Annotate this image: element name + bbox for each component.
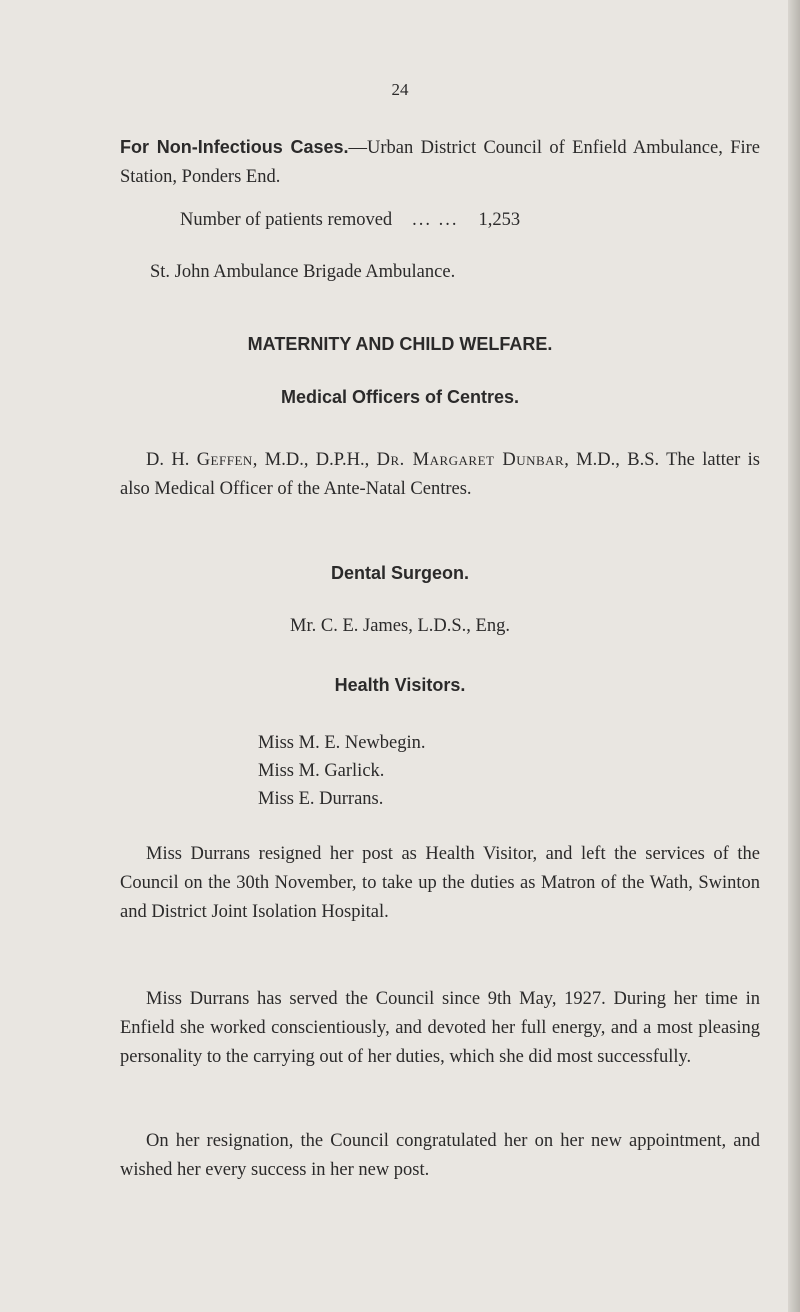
medical-officers-paragraph [120,446,760,504]
leader-dots: ... ... [412,210,459,230]
officer-name-geffen: Geffen [196,450,253,470]
page-edge-shadow [788,0,800,1312]
patients-removed-row [180,210,520,231]
officers-text-part-3: , M.D., B.S. The latter is also Medical Officer of the Ante-Natal Centres. [120,450,760,499]
health-visitors-heading: Health Visitors. [334,675,466,695]
officer-name-dunbar: Dr. Margaret Dunbar [376,450,565,470]
officers-text-part-1: D. H. [146,450,197,470]
officers-text-part-2: , M.D., D.P.H., [252,450,377,470]
maternity-heading: MATERNITY AND CHILD WELFARE. [247,334,553,354]
non-infectious-runin-heading: For Non-Infectious Cases. [120,137,349,157]
list-item: Miss M. E. Newbegin. [258,733,426,753]
list-item: Miss M. Garlick. [258,761,385,781]
list-item: Miss E. Durrans. [258,789,384,809]
durrans-resignation-paragraph: Miss Durrans resigned her post as Health Visitor, and left the services of the Council on the 30th November, to take up the duties as Matron of the Wath, Swinton and District Joint Isolation Hospital. [120,844,760,922]
page-number: 24 [391,80,409,99]
dental-surgeon-name: Mr. C. E. James, L.D.S., Eng. [290,616,510,636]
dental-surgeon-heading: Dental Surgeon. [330,563,469,583]
health-visitors-list [258,729,426,813]
medical-officers-heading: Medical Officers of Centres. [280,387,520,407]
congratulation-paragraph: On her resignation, the Council congratulated her on her new appointment, and wished her every success in her new post. [120,1131,760,1180]
durrans-service-paragraph: Miss Durrans has served the Council since 9th May, 1927. During her time in Enfield she worked conscientiously, and devoted her full energy, and a most pleasing personality to the carrying out of her duties, which she did most successfully. [120,989,760,1067]
patients-removed-value: 1,253 [478,210,521,230]
non-infectious-paragraph [120,133,760,192]
non-infectious-text: —Urban District Council of Enfield Ambulance, Fire Station, Ponders End. [120,138,760,187]
patients-removed-label: Number of patients removed [180,210,393,230]
st-john-line: St. John Ambulance Brigade Ambulance. [150,262,456,282]
